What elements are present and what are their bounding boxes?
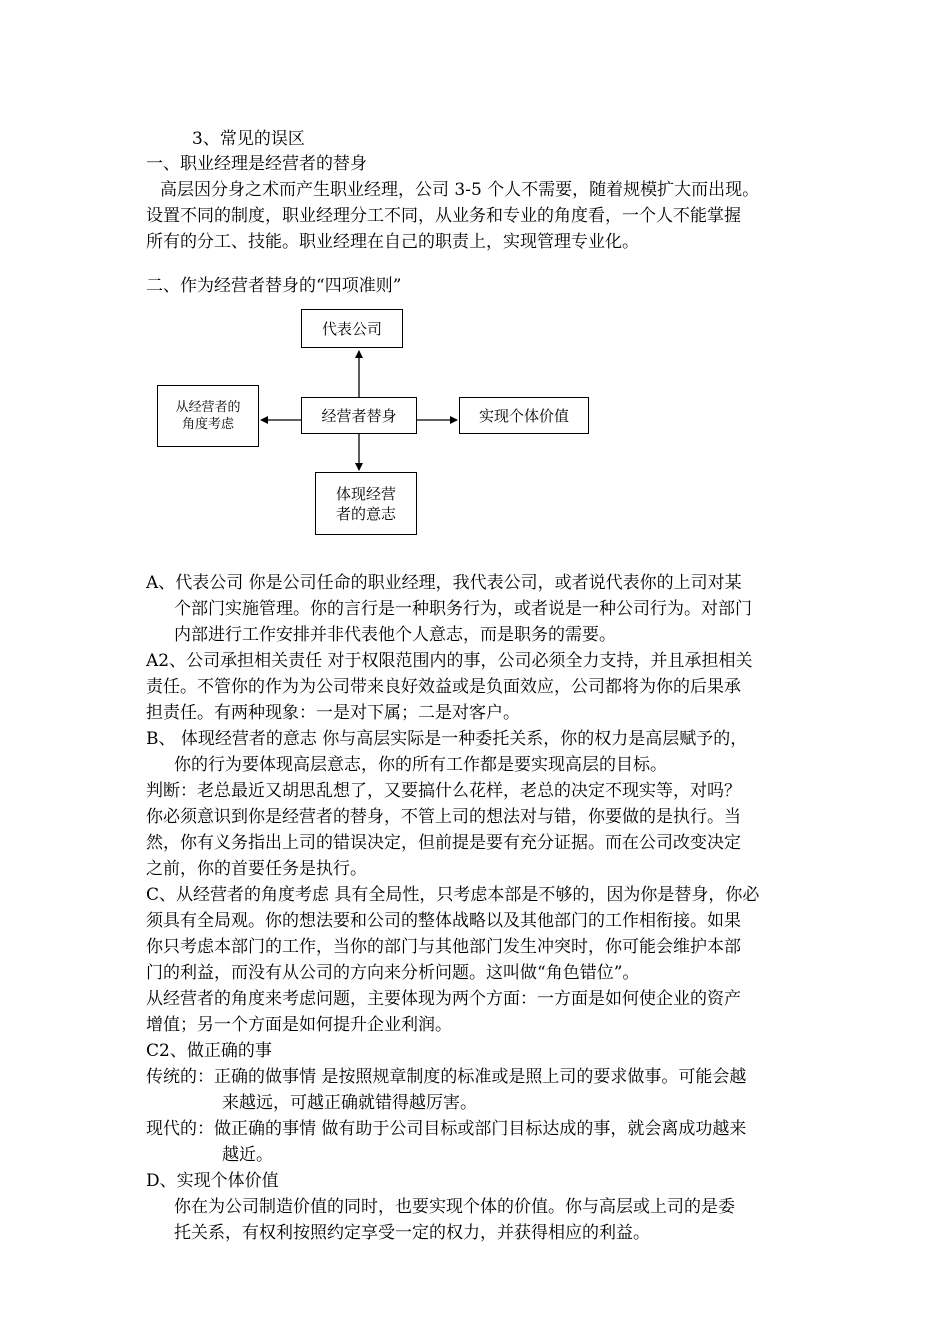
body-line: 你在为公司制造价值的同时，也要实现个体的价值。你与高层或上司的是委 — [174, 1197, 735, 1217]
heading-two: 二、作为经营者替身的“四项准则” — [146, 276, 402, 296]
body-line: 门的利益，而没有从公司的方向来分析问题。这叫做“角色错位”。 — [146, 963, 640, 983]
body-line: B、 体现经营者的意志 你与高层实际是一种委托关系，你的权力是高层赋予的， — [146, 729, 748, 749]
body-line: C2、做正确的事 — [146, 1041, 272, 1061]
diagram-box-left — [157, 385, 259, 447]
body-line: 越近。 — [222, 1145, 273, 1165]
body-line: 须具有全局观。你的想法要和公司的整体战略以及其他部门的工作相衔接。如果 — [146, 911, 741, 931]
body-line: A2、公司承担相关责任 对于权限范围内的事，公司必须全力支持，并且承担相关 — [146, 651, 753, 671]
diagram-bottom-line: 者的意志 — [335, 504, 396, 523]
body-line: D、实现个体价值 — [146, 1171, 279, 1191]
heading-one: 一、职业经理是经营者的替身 — [146, 154, 367, 174]
body-line: 你的行为要体现高层意志，你的所有工作都是要实现高层的目标。 — [174, 755, 667, 775]
body-line: 之前，你的首要任务是执行。 — [146, 859, 367, 879]
intro-line: 高层因分身之术而产生职业经理，公司 3-5 个人不需要，随着规模扩大而出现。 — [160, 180, 760, 200]
section-heading: 3、常见的误区 — [192, 129, 305, 149]
body-line: 个部门实施管理。你的言行是一种职务行为，或者说是一种公司行为。对部门 — [174, 599, 752, 619]
body-line: 来越远，可越正确就错得越厉害。 — [222, 1093, 477, 1113]
diagram-left-line: 从经营者的 — [175, 400, 241, 415]
body-line: 托关系，有权利按照约定享受一定的权力，并获得相应的利益。 — [174, 1223, 650, 1243]
body-line: 责任。不管你的作为为公司带来良好效益或是负面效应，公司都将为你的后果承 — [146, 677, 741, 697]
body-line: 从经营者的角度来考虑问题，主要体现为两个方面：一方面是如何使企业的资产 — [146, 989, 741, 1009]
body-line: 你必须意识到你是经营者的替身，不管上司的想法对与错，你要做的是执行。当 — [146, 807, 741, 827]
body-text — [146, 570, 826, 1246]
body-line: A、代表公司 你是公司任命的职业经理，我代表公司，或者说代表你的上司对某 — [146, 573, 742, 593]
body-line: C、从经营者的角度考虑 具有全局性，只考虑本部是不够的，因为你是替身，你必 — [146, 885, 760, 905]
body-line: 担责任。有两种现象：一是对下属；二是对客户。 — [146, 703, 520, 723]
diagram-box-right: 实现个体价值 — [459, 397, 589, 434]
body-line: 你只考虑本部门的工作，当你的部门与其他部门发生冲突时，你可能会维护本部 — [146, 937, 741, 957]
body-line: 判断：老总最近又胡思乱想了，又要搞什么花样，老总的决定不现实等，对吗？ — [146, 781, 741, 801]
body-line: 增值；另一个方面是如何提升企业利润。 — [146, 1015, 452, 1035]
body-line: 然，你有义务指出上司的错误决定，但前提是要有充分证据。而在公司改变决定 — [146, 833, 741, 853]
diagram-box-top: 代表公司 — [301, 309, 403, 348]
body-line: 内部进行工作安排并非代表他个人意志，而是职务的需要。 — [174, 625, 616, 645]
intro-line: 所有的分工、技能。职业经理在自己的职责上，实现管理专业化。 — [146, 232, 639, 252]
diagram-bottom-line: 体现经营 — [335, 484, 396, 503]
intro-line: 设置不同的制度，职业经理分工不同，从业务和专业的角度看，一个人不能掌握 — [146, 206, 741, 226]
diagram-box-bottom — [315, 472, 417, 535]
body-line: 现代的：做正确的事情 做有助于公司目标或部门目标达成的事，就会离成功越来 — [146, 1119, 747, 1139]
diagram-left-line: 角度考虑 — [181, 417, 234, 432]
diagram-box-center: 经营者替身 — [301, 397, 417, 434]
body-line: 传统的：正确的做事情 是按照规章制度的标准或是照上司的要求做事。可能会越 — [146, 1067, 747, 1087]
